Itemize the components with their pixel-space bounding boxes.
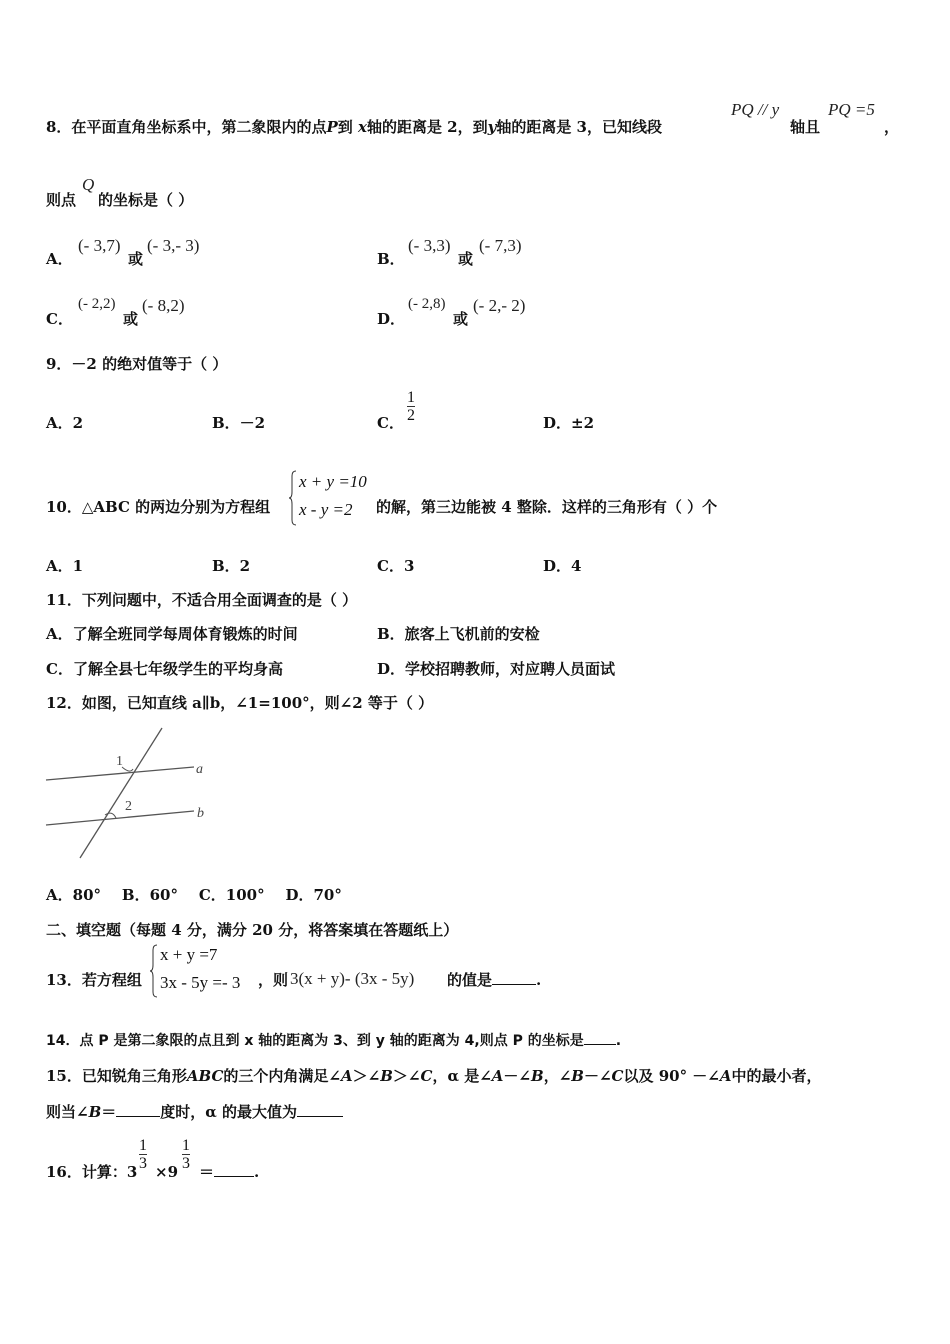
q13-prefix: 13．若方程组 (46, 971, 142, 989)
q15-answer-blank-2 (297, 1102, 343, 1117)
q8-option-d-label: D． (377, 310, 406, 328)
transversal-line (80, 728, 162, 858)
q10-option-c: C．3 (377, 557, 415, 575)
q10-suffix: 的解，第三边能被 4 整除．这样的三角形有（ ）个 (376, 498, 718, 516)
q8-option-d-or: 或 (453, 310, 469, 328)
brace-icon (150, 944, 158, 998)
section-2-heading: 二、填空题（每题 4 分，满分 20 分，将答案填在答题纸上） (46, 921, 459, 939)
q8-option-a-label: A． (46, 250, 73, 268)
q16-answer-blank (214, 1162, 254, 1177)
angle-1-arc (122, 767, 133, 771)
q8-option-a-coord1: (- 3,7) (78, 236, 121, 255)
q11-option-a: A．了解全班同学每周体育锻炼的时间 (46, 625, 298, 643)
q9-option-a: A．2 (46, 414, 84, 432)
q15-line2: 则当∠B＝ 度时，α 的最大值为 (46, 1102, 343, 1122)
q8-option-b-label: B． (377, 250, 405, 268)
q13-eq1: x + y =7 (160, 945, 218, 964)
q8-option-a-coord2: (- 3,- 3) (147, 236, 200, 255)
q12-options: A．80° B．60° C．100° D．70° (46, 886, 342, 904)
q8-option-d-coord2: (- 2,- 2) (473, 296, 526, 315)
q15-line1: 15．已知锐角三角形ABC的三个内角满足∠A＞∠B＞∠C，α 是∠A－∠B，∠B－∠C以及 90° －∠A中的最小者， (46, 1067, 822, 1085)
q16-times: ×9 (155, 1163, 179, 1181)
q13-suffix: 的值是 . (447, 971, 542, 989)
q16-prefix: 16．计算：3 (46, 1163, 138, 1181)
q8-option-d-coord1: (- 2,8) (408, 296, 446, 312)
q8-line1: 8．在平面直角坐标系中，第二象限内的点P到 x轴的距离是 2，到y轴的距离是 3，已知线段 (46, 118, 662, 136)
angle-1-label: 1 (116, 754, 123, 769)
q12-stem: 12．如图，已知直线 a∥b，∠1=100°，则∠2 等于（ ） (46, 694, 434, 712)
q16-equals: ＝ . (199, 1163, 260, 1181)
q8-option-b-coord1: (- 3,3) (408, 236, 451, 255)
q10-eq1: x + y =10 (299, 472, 367, 491)
line-b (46, 811, 194, 825)
q8-option-c-label: C． (46, 310, 73, 328)
q15-answer-blank-1 (116, 1102, 160, 1117)
q16-fraction-1: 1 3 (139, 1137, 147, 1172)
q8-line2: 则点 (46, 191, 77, 209)
q10-prefix: 10．△ABC 的两边分别为方程组 (46, 498, 271, 516)
q9-stem: 9．－2 的绝对值等于（ ） (46, 355, 228, 373)
q10-option-d: D．4 (543, 557, 582, 575)
q8-axis-and: 轴且 (790, 118, 821, 136)
q16-fraction-2: 1 3 (182, 1137, 190, 1172)
q13-equation-system (150, 944, 260, 998)
angle-2-label: 2 (125, 799, 132, 814)
q8-option-c-coord2: (- 8,2) (142, 296, 185, 315)
line-b-label: b (197, 806, 204, 821)
q10-eq2: x - y =2 (299, 500, 353, 519)
q8-option-c-or: 或 (123, 310, 139, 328)
q13-eq2: 3x - 5y =- 3 (160, 973, 241, 992)
q8-option-a-or: 或 (128, 250, 144, 268)
q8-option-b-coord2: (- 7,3) (479, 236, 522, 255)
q11-stem: 11．下列问题中，不适合用全面调查的是（ ） (46, 591, 358, 609)
q10-option-a: A．1 (46, 557, 84, 575)
q9-option-d: D．±2 (543, 414, 595, 432)
q8-question: 的坐标是（ ） (98, 191, 194, 209)
q8-pq-length: PQ =5 (828, 100, 875, 119)
q8-option-c-coord1: (- 2,2) (78, 296, 116, 312)
q13-answer-blank (492, 970, 536, 985)
q10-option-b: B．2 (212, 557, 251, 575)
q8-pq-parallel: PQ // y (731, 100, 780, 119)
q13-mid: ，则 (258, 971, 289, 989)
q8-point-q: Q (82, 175, 95, 194)
q11-option-d: D．学校招聘教师，对应聘人员面试 (377, 660, 616, 678)
q9-option-c-label: C． (377, 414, 404, 432)
q11-option-c: C．了解全县七年级学生的平均身高 (46, 660, 283, 678)
q9-option-b: B．－2 (212, 414, 266, 432)
q12-parallel-lines-figure (44, 722, 214, 862)
q8-comma: ， (884, 118, 900, 136)
q14-answer-blank (584, 1030, 616, 1045)
q14-text: 14．点 P 是第二象限的点且到 x 轴的距离为 3、到 y 轴的距离为 4,则点 P 的坐标是 . (46, 1030, 621, 1051)
brace-icon (289, 470, 297, 526)
q13-expression: 3(x + y)- (3x - 5y) (290, 969, 415, 988)
q11-option-b: B．旅客上飞机前的安检 (377, 625, 540, 643)
q9-option-c-fraction: 1 2 (407, 389, 415, 424)
line-a-label: a (196, 762, 203, 777)
q8-option-b-or: 或 (458, 250, 474, 268)
q10-equation-system (289, 470, 379, 526)
